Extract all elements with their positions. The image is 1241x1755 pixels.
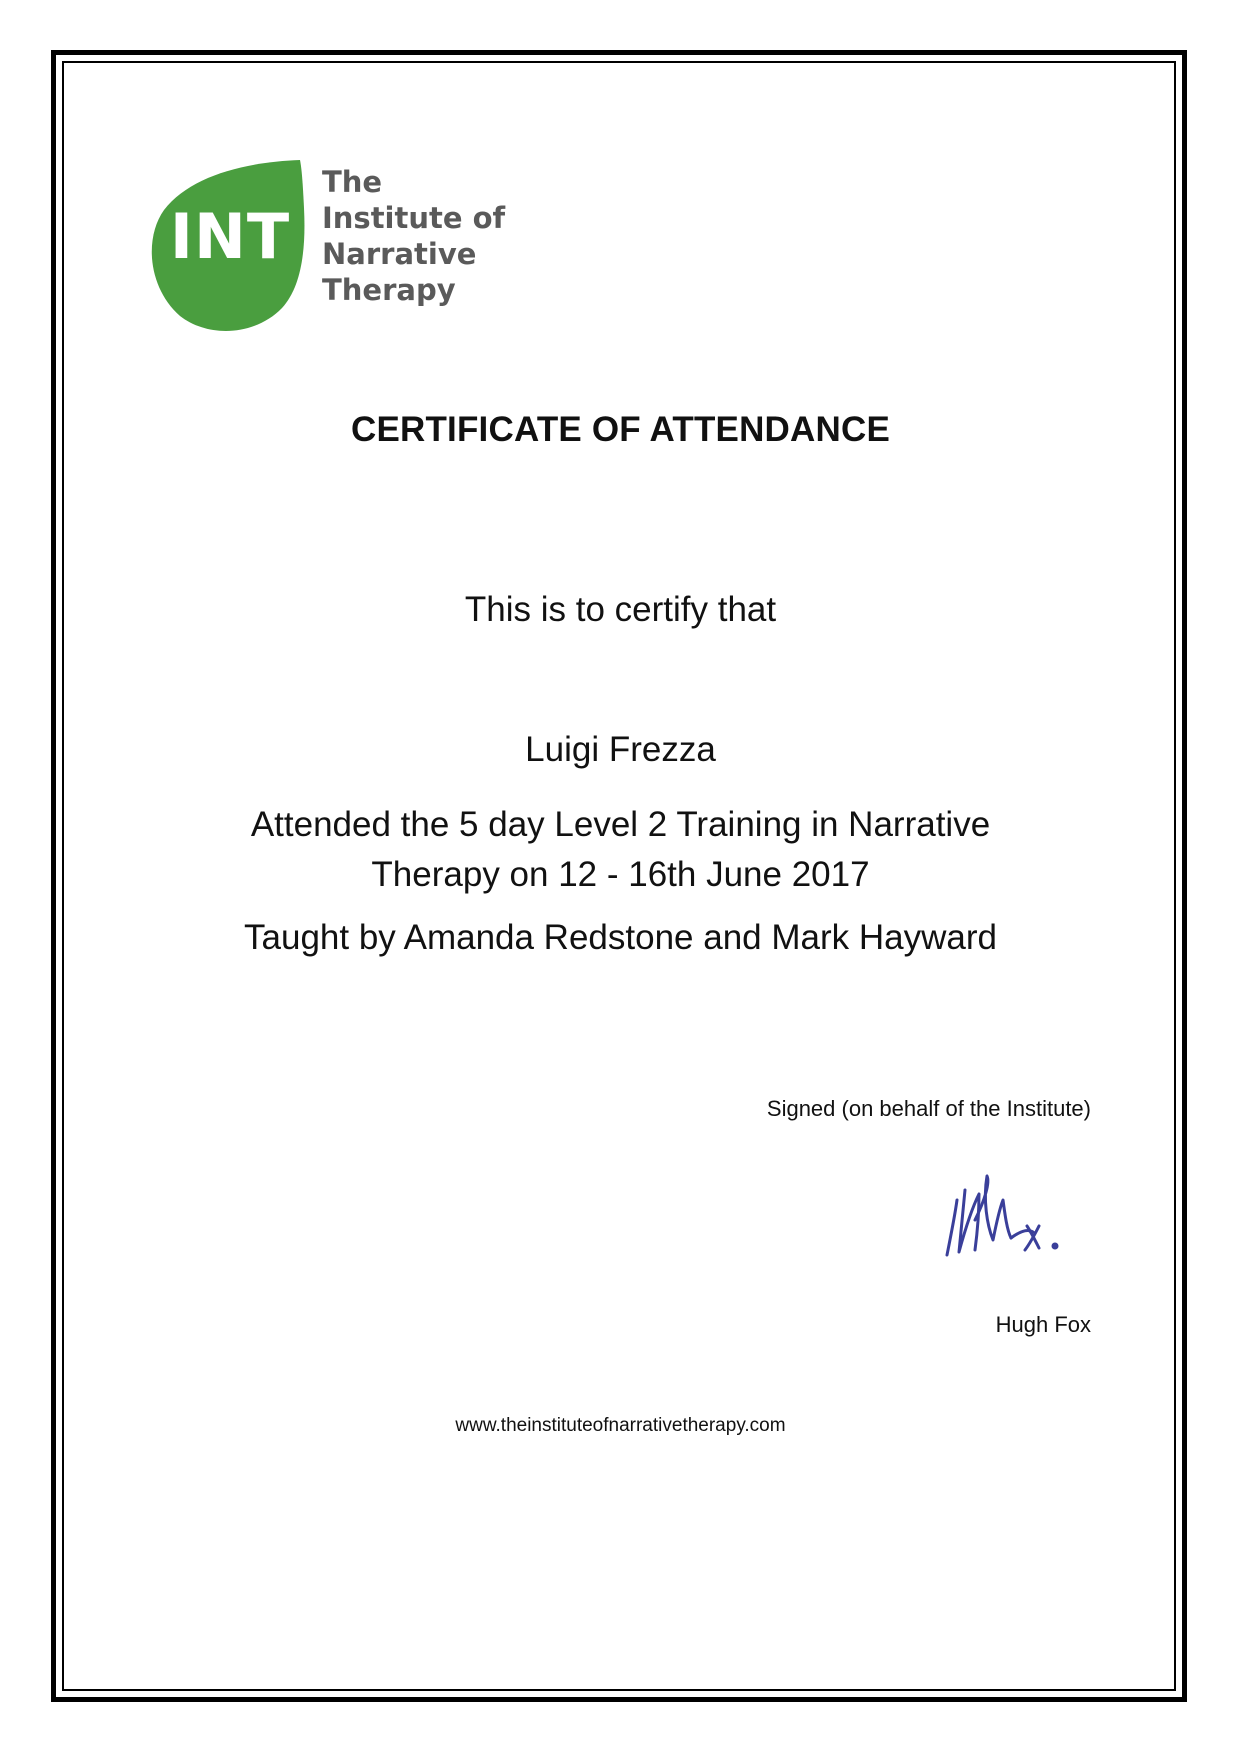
logo-line-4: Therapy: [322, 273, 456, 307]
attendance-line-2: Therapy on 12 - 16th June 2017: [371, 855, 870, 894]
certify-statement: This is to certify that: [464, 590, 777, 629]
handwritten-signature-icon: [935, 1160, 1085, 1270]
attendance-line-1: Attended the 5 day Level 2 Training in Narrative: [250, 805, 991, 844]
logo-wordmark: [322, 164, 505, 308]
recipient-name: Luigi Frezza: [525, 730, 716, 769]
logo-line-2: Institute of: [322, 201, 506, 235]
institute-logo: [150, 158, 506, 333]
logo-line-1: The: [322, 165, 383, 199]
logo-mark-text: INT: [169, 200, 291, 273]
signer-name: Hugh Fox: [995, 1312, 1091, 1337]
certificate-title: CERTIFICATE OF ATTENDANCE: [350, 410, 891, 449]
website-link[interactable]: www.theinstituteofnarrativetherapy.com: [455, 1415, 786, 1436]
attendance-description: [0, 800, 1241, 900]
int-leaf-logo-icon: [150, 158, 310, 333]
taught-by-line: Taught by Amanda Redstone and Mark Hayward: [244, 918, 997, 957]
signed-label: Signed (on behalf of the Institute): [766, 1096, 1091, 1121]
logo-line-3: Narrative: [322, 237, 477, 271]
